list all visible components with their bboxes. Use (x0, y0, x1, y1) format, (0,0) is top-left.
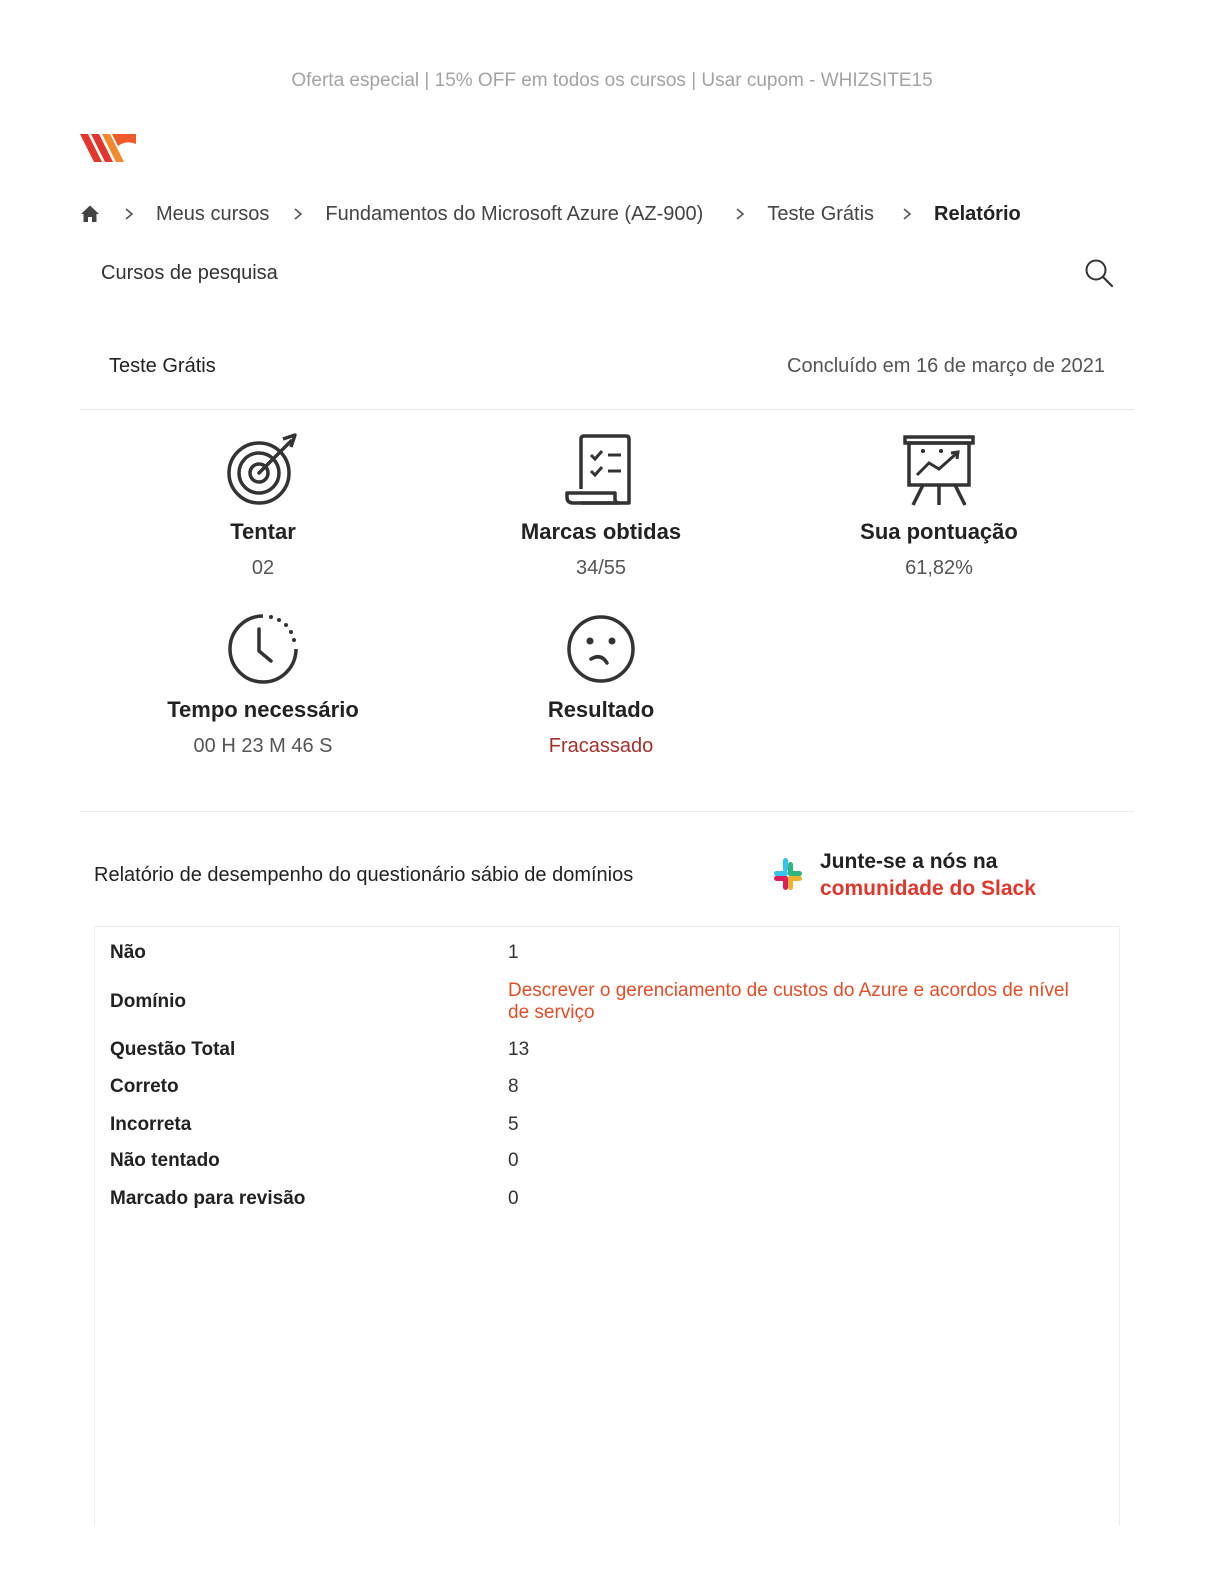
whizlabs-logo[interactable] (80, 130, 136, 164)
stat-result (431, 611, 771, 758)
correct-value: 8 (508, 1076, 519, 1097)
promo-banner[interactable]: Oferta especial | 15% OFF em todos os cursos | Usar cupom - WHIZSITE15 (291, 70, 933, 91)
breadcrumb-course[interactable]: Fundamentos do Microsoft Azure (AZ-900) (325, 202, 704, 225)
completion-date: Concluído em 16 de março de 2021 (787, 355, 1105, 377)
breadcrumb-report: Relatório (934, 202, 1021, 225)
checklist-icon (563, 433, 639, 509)
incorrect-value: 5 (508, 1114, 519, 1135)
slack-line2[interactable]: comunidade do Slack (820, 877, 1036, 900)
total-label: Questão Total (110, 1039, 236, 1060)
target-icon (225, 433, 301, 509)
chevron-right-icon (291, 207, 305, 221)
breadcrumb-my-courses[interactable]: Meus cursos (156, 202, 270, 225)
performance-report-title: Relatório de desempenho do questionário sábio de domínios (94, 864, 634, 886)
domain-label: Domínio (110, 991, 186, 1012)
search-icon[interactable] (1084, 258, 1114, 288)
result-value: Fracassado (548, 735, 654, 757)
breadcrumb (80, 200, 1021, 228)
slack-icon[interactable] (768, 856, 808, 896)
time-label: Tempo necessário (167, 697, 359, 722)
incorrect-label: Incorreta (110, 1114, 192, 1135)
score-label: Sua pontuação (860, 519, 1018, 544)
search-bar[interactable] (80, 252, 1120, 298)
result-label: Resultado (547, 697, 655, 722)
presentation-chart-icon (901, 433, 977, 509)
review-value: 0 (508, 1188, 519, 1209)
stat-score (769, 433, 1109, 580)
home-icon[interactable] (80, 204, 100, 224)
domain-value: Descrever o gerenciamento de custos do Azure e acordos de nível de serviço (508, 980, 1069, 1023)
domain-report-card (94, 926, 1120, 1526)
chevron-right-icon (900, 207, 914, 221)
slack-line1[interactable]: Junte-se a nós na (820, 850, 998, 873)
section-divider (80, 811, 1134, 812)
marks-label: Marcas obtidas (520, 519, 682, 544)
review-label: Marcado para revisão (110, 1188, 306, 1209)
test-title: Teste Grátis (109, 355, 216, 377)
slack-community-link[interactable] (768, 848, 1036, 902)
test-summary-header (80, 340, 1134, 410)
attempt-label: Tentar (230, 519, 296, 544)
unattempted-label: Não tentado (110, 1150, 220, 1171)
search-label[interactable]: Cursos de pesquisa (101, 262, 278, 284)
chevron-right-icon (122, 207, 136, 221)
total-value: 13 (508, 1039, 530, 1060)
stat-attempt (93, 433, 433, 580)
breadcrumb-free-test[interactable]: Teste Grátis (767, 202, 875, 225)
sad-face-icon (563, 611, 639, 687)
number-value: 1 (508, 942, 519, 963)
unattempted-value: 0 (508, 1150, 519, 1171)
attempt-value: 02 (251, 557, 275, 579)
score-value: 61,82% (905, 557, 973, 579)
stat-marks (431, 433, 771, 580)
chevron-right-icon (733, 207, 747, 221)
stat-time (93, 611, 433, 758)
marks-value: 34/55 (575, 557, 627, 579)
correct-label: Correto (110, 1076, 179, 1097)
time-value: 00 H 23 M 46 S (193, 735, 333, 757)
number-label: Não (110, 942, 146, 963)
clock-icon (225, 611, 301, 687)
